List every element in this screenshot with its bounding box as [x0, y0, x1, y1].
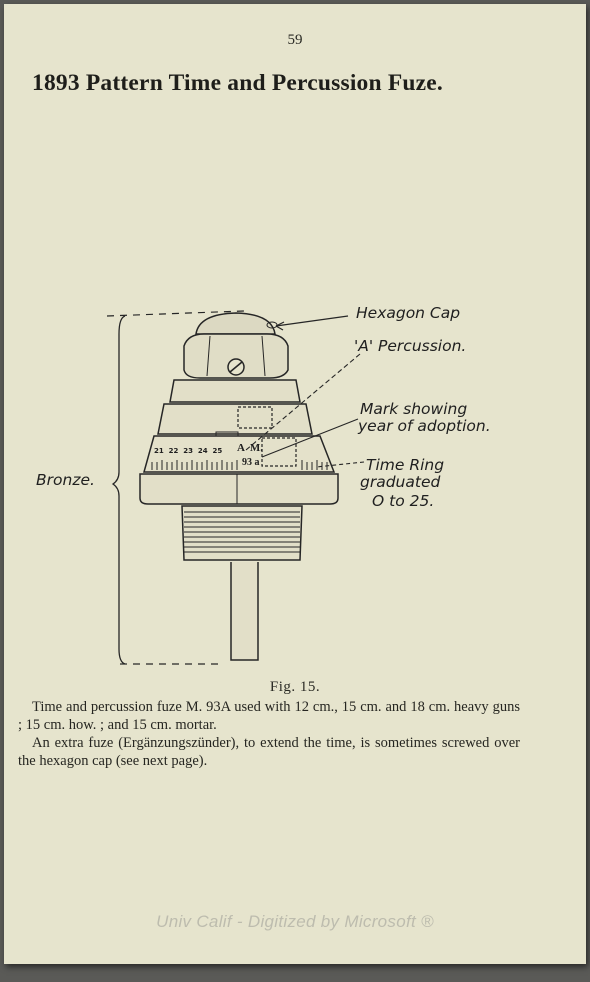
upper-collar: [170, 380, 300, 402]
page-number: 59: [287, 32, 303, 48]
paragraph-usage: Time and percussion fuze M. 93A used with 12 cm., 15 cm. and 18 cm. heavy guns ; 15 cm. how. ; and 15 cm. mortar.: [18, 699, 520, 733]
label-hexagon-cap: Hexagon Cap: [356, 304, 461, 322]
label-time-ring-line2: graduated: [360, 473, 441, 491]
marking-am: A M.: [237, 442, 263, 454]
book-page: [4, 4, 586, 964]
label-mark-line1: Mark showing: [360, 400, 468, 418]
fuze-figure: [4, 294, 586, 684]
marking-year: 93 a: [242, 457, 260, 468]
fuze-drawing: [4, 294, 586, 684]
figure-caption: Fig. 15.: [269, 679, 321, 695]
digitization-watermark: Univ Calif - Digitized by Microsoft ®: [156, 912, 434, 931]
label-time-ring-line3: O to 25.: [372, 492, 435, 510]
base-flange: [140, 474, 338, 504]
body-text: [18, 698, 520, 770]
dome-cap: [196, 313, 275, 334]
page-title: 1893 Pattern Time and Percussion Fuze.: [32, 70, 444, 96]
label-mark-line2: year of adoption.: [358, 417, 491, 435]
label-percussion: 'A' Percussion.: [354, 337, 467, 355]
fuze-body: [158, 404, 312, 434]
scale-numbers: 21 22 23 24 25: [154, 447, 223, 455]
label-bronze: Bronze.: [36, 471, 95, 489]
bronze-brace: [113, 316, 125, 664]
leader-hexagon-cap: [276, 316, 348, 326]
label-time-ring-line1: Time Ring: [366, 456, 445, 474]
fuze-stem: [231, 562, 258, 660]
paragraph-extra-fuze: An extra fuze (Ergänzungszünder), to extend the time, is sometimes screwed over the hexagon cap (see next page).: [18, 735, 520, 769]
